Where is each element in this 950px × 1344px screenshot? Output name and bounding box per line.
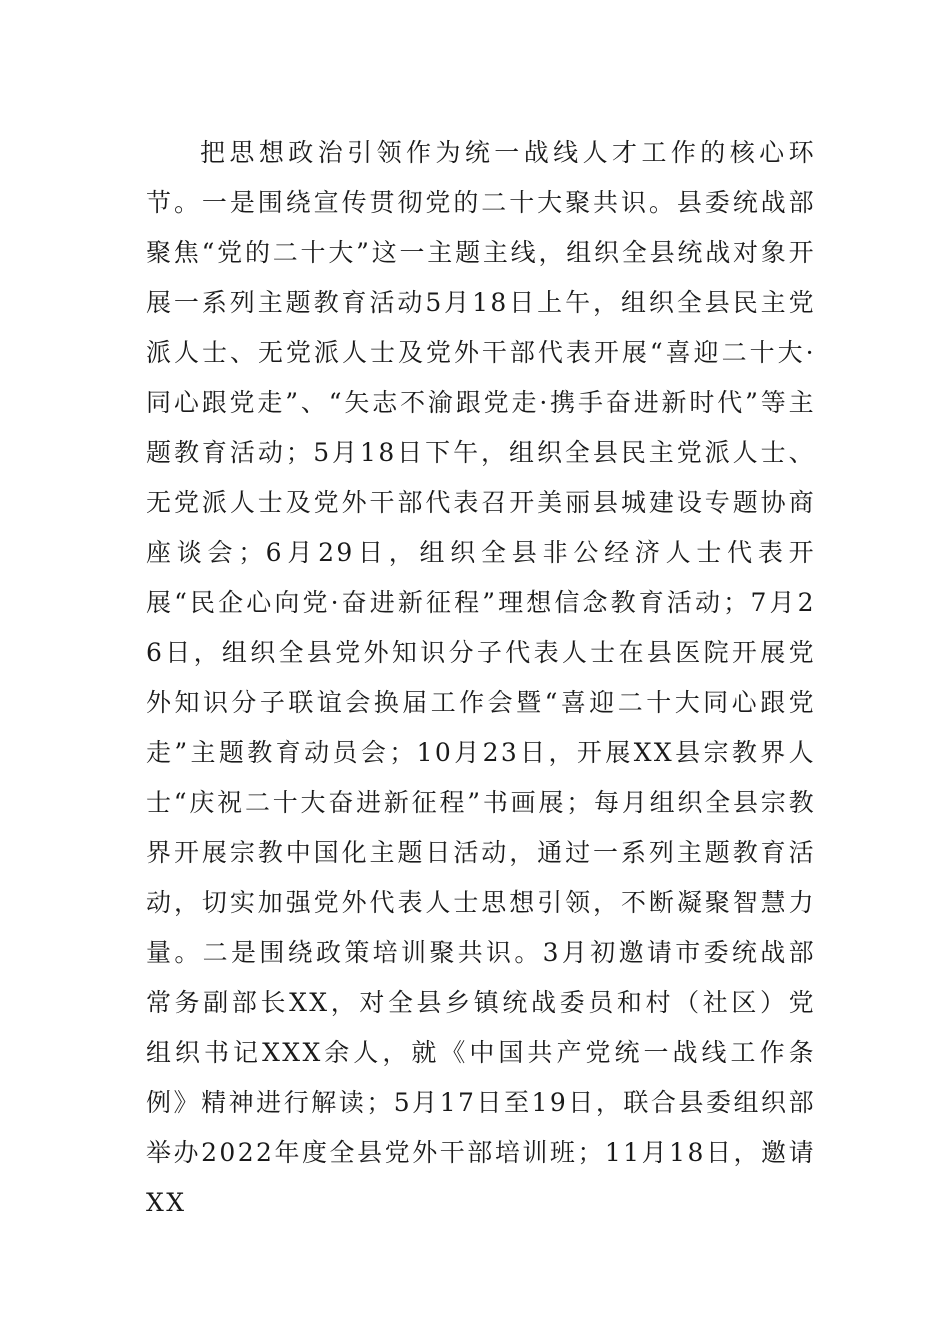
body-paragraph: 把思想政治引领作为统一战线人才工作的核心环节。一是围绕宣传贯彻党的二十大聚共识。县委统战部聚焦“党的二十大”这一主题主线，组织全县统战对象开展一系列主题教育活动5月18日上午，组织全县民主党派人士、无党派人士及党外干部代表开展“喜迎二十大·同心跟党走”、“矢志不渝跟党走·携手奋进新时代”等主题教育活动；5月18日下午，组织全县民主党派人士、无党派人士及党外干部代表召开美丽县城建设专题协商座谈会；6月29日，组织全县非公经济人士代表开展“民企心向党·奋进新征程”理想信念教育活动；7月26日，组织全县党外知识分子代表人士在县医院开展党外知识分子联谊会换届工作会暨“喜迎二十大同心跟党走”主题教育动员会；10月23日，开展XX县宗教界人士“庆祝二十大奋进新征程”书画展；每月组织全县宗教界开展宗教中国化主题日活动，通过一系列主题教育活动，切实加强党外代表人士思想引领，不断凝聚智慧力量。二是围绕政策培训聚共识。3月初邀请市委统战部常务副部长XX，对全县乡镇统战委员和村（社区）党组织书记XXX余人，就《中国共产党统一战线工作条例》精神进行解读；5月17日至19日，联合县委组织部举办2022年度全县党外干部培训班；11月18日，邀请XX: [146, 138, 816, 1217]
